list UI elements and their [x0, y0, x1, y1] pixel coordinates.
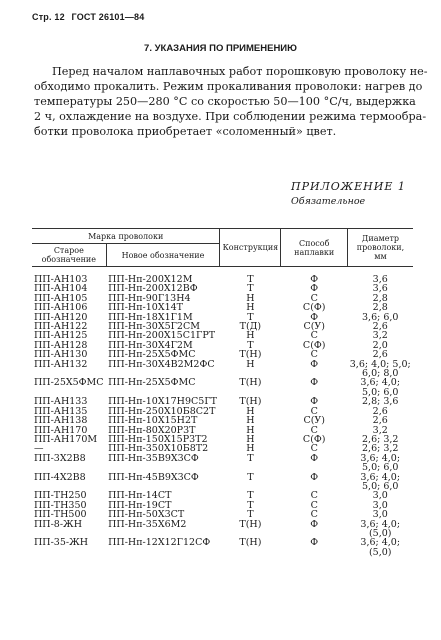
diameter-value: 3,0 — [372, 490, 388, 502]
method-cell: Ф — [310, 358, 319, 370]
old-designation-cell: — — [34, 443, 44, 455]
new-designation-cell: ПП-Нп-10Х17Н9С5ГТ — [108, 396, 217, 408]
old-designation-cell: ПП-ТН350 — [34, 499, 87, 511]
construction-cell: Т(Н) — [239, 518, 262, 530]
diameter-value: 2,6; 3,2 — [362, 433, 399, 445]
header-method: Способ наплавки — [281, 229, 348, 267]
instruction-paragraph — [34, 64, 428, 139]
diameter-value: 3,0 — [372, 509, 388, 521]
method-cell: Ф — [310, 452, 319, 464]
old-designation-cell: ПП-25Х5ФМС — [34, 377, 104, 389]
diameter-value: 3,0 — [372, 499, 388, 511]
old-designation-cell: ПП-АН170 — [34, 424, 88, 436]
old-designation-cell: ПП-АН130 — [34, 349, 88, 361]
method-cell: С(Ф) — [302, 339, 326, 351]
header-new-designation: Новое обозначение — [106, 244, 220, 267]
new-designation-cell: ПП-Нп-10Х14Т — [108, 302, 184, 314]
old-designation-cell: ПП-АН170М — [34, 433, 98, 445]
new-designation-cell: ПП-Нп-200Х12М — [108, 274, 193, 285]
new-designation-cell: ПП-Нп-80Х20Р3Т — [108, 424, 196, 436]
method-cell: С(У) — [303, 415, 325, 427]
old-designation-cell: ПП-8-ЖН — [34, 518, 82, 530]
page-header — [32, 12, 148, 22]
table-row — [32, 454, 413, 473]
method-cell: Ф — [310, 396, 319, 408]
diameter-value: 5,0; 6,0 — [362, 480, 399, 492]
new-designation-cell: ПП-Нп-200Х15С1ГРТ — [108, 330, 216, 342]
diameter-cell — [347, 538, 413, 557]
construction-cell: Т — [247, 490, 254, 502]
method-cell: С — [310, 509, 318, 521]
table-row — [32, 520, 413, 539]
paragraph-line: 2 ч, охлаждение на воздухе. При соблюдении режима термообра- — [34, 110, 427, 123]
construction-cell: Т — [247, 509, 254, 521]
diameter-value: 2,8 — [372, 302, 388, 314]
construction-cell: Т(Н) — [239, 396, 262, 408]
method-cell: Ф — [310, 283, 319, 295]
table-row — [32, 303, 413, 312]
old-designation-cell: ПП-АН104 — [34, 283, 88, 295]
new-designation-cell: ПП-Нп-10Х15Н2Т — [108, 415, 198, 427]
construction-cell: Т — [247, 452, 254, 464]
method-cell: Ф — [310, 377, 319, 389]
construction-cell: Т(Н) — [239, 377, 262, 389]
construction-cell: Н — [246, 330, 255, 342]
method-cell: С — [310, 424, 318, 436]
construction-cell: Т — [247, 499, 254, 511]
diameter-value: 3,6; 4,0; — [360, 471, 401, 483]
paragraph-line: температуры 250—280 °С со скоростью 50—100 °С/ч, выдержка — [34, 95, 416, 108]
new-designation-cell: ПП-Нп-30Х4Г2М — [108, 339, 193, 351]
old-designation-cell: ПП-35-ЖН — [34, 537, 89, 549]
table-row — [32, 360, 413, 379]
page-number: Стр. 12 — [32, 12, 65, 22]
new-designation-cell: ПП-Нп-12Х12Г12СФ — [108, 537, 211, 549]
new-designation-cell: ПП-Нп-19СТ — [108, 499, 172, 511]
diameter-cell — [347, 360, 413, 379]
table-row — [32, 407, 413, 416]
diameter-cell — [347, 520, 413, 539]
new-designation-cell: ПП-Нп-90Г13Н4 — [108, 292, 191, 304]
table-row — [32, 322, 413, 331]
diameter-value: 2,8 — [372, 292, 388, 304]
table-row — [32, 313, 413, 322]
new-designation-cell: ПП-Нп-50Х3СТ — [108, 509, 185, 521]
new-designation-cell: ПП-Нп-350Х10Б8Т2 — [108, 443, 209, 455]
diameter-value: 3,2 — [372, 424, 388, 436]
old-designation-cell: ПП-АН122 — [34, 321, 88, 333]
table-row — [32, 491, 413, 500]
diameter-value: (5,0) — [368, 546, 392, 558]
method-cell: Ф — [310, 471, 319, 483]
paragraph-line: Перед началом наплавочных работ порошковую проволоку не- — [52, 65, 428, 78]
table-row — [32, 294, 413, 303]
diameter-value: 2,6 — [372, 321, 388, 333]
new-designation-cell: ПП-Нп-25Х5ФМС — [108, 377, 196, 389]
method-cell: С — [310, 443, 318, 455]
method-cell: С — [310, 349, 318, 361]
diameter-value: 3,6 — [372, 283, 388, 295]
new-designation-cell: ПП-Нп-150Х15Р3Т2 — [108, 433, 208, 445]
standard-code: ГОСТ 26101—84 — [71, 12, 145, 22]
method-cell: Ф — [310, 311, 319, 323]
diameter-value: 2,6 — [372, 415, 388, 427]
diameter-value: 3,6; 4,0; — [360, 452, 401, 464]
table-row — [32, 435, 413, 444]
table-row — [32, 284, 413, 293]
wire-grades-table — [32, 228, 413, 557]
diameter-value: 2,6; 3,2 — [362, 443, 399, 455]
method-cell: С(У) — [303, 321, 325, 333]
table-row — [32, 378, 413, 397]
construction-cell: Н — [246, 415, 255, 427]
old-designation-cell: ПП-4Х2В8 — [34, 471, 86, 483]
table-row — [32, 444, 413, 453]
method-cell: С — [310, 405, 318, 417]
new-designation-cell: ПП-Нп-250Х10Б8С2Т — [108, 405, 216, 417]
new-designation-cell: ПП-Нп-30Х4В2М2ФС — [108, 358, 215, 370]
old-designation-cell: ПП-АН120 — [34, 311, 88, 323]
construction-cell: Н — [246, 443, 255, 455]
table-row — [32, 331, 413, 340]
table-row — [32, 473, 413, 492]
construction-cell: Т(Н) — [239, 537, 262, 549]
diameter-cell — [347, 473, 413, 492]
diameter-value: 3,6; 4,0; — [360, 537, 401, 549]
method-cell: С — [310, 490, 318, 502]
header-wire-grade: Марка проволоки — [32, 229, 220, 244]
appendix-title: ПРИЛОЖЕНИЕ 1 — [291, 180, 406, 193]
old-designation-cell: ПП-АН135 — [34, 405, 88, 417]
header-diameter: Диаметр проволоки, мм — [347, 229, 413, 267]
table-row — [32, 397, 413, 406]
diameter-value: 6,0; 8,0 — [362, 368, 399, 380]
header-construction: Конструкция — [220, 229, 281, 267]
diameter-value: 3,6; 4,0; 5,0; — [349, 358, 411, 370]
diameter-cell — [347, 454, 413, 473]
old-designation-cell: ПП-3Х2В8 — [34, 452, 86, 464]
construction-cell: Т — [247, 311, 254, 323]
new-designation-cell: ПП-Нп-35Х6М2 — [108, 518, 187, 530]
appendix-label — [291, 180, 406, 207]
new-designation-cell: ПП-Нп-14СТ — [108, 490, 172, 502]
old-designation-cell: ПП-АН138 — [34, 415, 88, 427]
appendix-subtitle: Обязательное — [291, 196, 366, 207]
construction-cell: Н — [246, 302, 255, 314]
method-cell: Ф — [310, 274, 319, 285]
method-cell: С — [310, 292, 318, 304]
diameter-value: 5,0; 6,0 — [362, 462, 399, 474]
diameter-value: 3,6; 6,0 — [362, 311, 399, 323]
diameter-value: 3,6 — [372, 274, 388, 285]
method-cell: Ф — [310, 518, 319, 530]
construction-cell: Т — [247, 339, 254, 351]
method-cell: Ф — [310, 537, 319, 549]
construction-cell: Т(Д) — [239, 321, 262, 333]
construction-cell: Н — [246, 433, 255, 445]
paragraph-line: обходимо прокалить. Режим прокаливания проволоки: нагрев до — [34, 80, 423, 93]
new-designation-cell: ПП-Нп-45В9Х3СФ — [108, 471, 199, 483]
method-cell: С — [310, 499, 318, 511]
construction-cell: Н — [246, 292, 255, 304]
new-designation-cell: ПП-Нп-200Х12ВФ — [108, 283, 198, 295]
construction-cell: Т — [247, 283, 254, 295]
table-row — [32, 510, 413, 519]
table-row — [32, 341, 413, 350]
old-designation-cell: ПП-ТН250 — [34, 490, 87, 502]
construction-cell: Т — [247, 274, 254, 285]
table-row — [32, 416, 413, 425]
old-designation-cell: ПП-АН105 — [34, 292, 88, 304]
new-designation-cell: ПП-Нп-25Х5ФМС — [108, 349, 196, 361]
diameter-value: 5,0; 6,0 — [362, 386, 399, 398]
diameter-value: (5,0) — [368, 527, 392, 539]
old-designation-cell: ПП-ТН500 — [34, 509, 87, 521]
old-designation-cell: ПП-АН125 — [34, 330, 88, 342]
construction-cell: Н — [246, 405, 255, 417]
table-row — [32, 538, 413, 557]
header-old-designation: Старое обозначение — [32, 244, 106, 267]
paragraph-line: ботки проволока приобретает «соломенный» цвет. — [34, 125, 337, 138]
old-designation-cell: ПП-АН133 — [34, 396, 88, 408]
construction-cell: Н — [246, 424, 255, 436]
construction-cell: Н — [246, 358, 255, 370]
diameter-value: 3,2 — [372, 330, 388, 342]
method-cell: С — [310, 330, 318, 342]
diameter-value: 3,6; 4,0; — [360, 377, 401, 389]
diameter-value: 2,6 — [372, 405, 388, 417]
method-cell: С(Ф) — [302, 433, 326, 445]
diameter-cell — [347, 378, 413, 397]
old-designation-cell: ПП-АН132 — [34, 358, 88, 370]
section-title: 7. УКАЗАНИЯ ПО ПРИМЕНЕНИЮ — [144, 43, 297, 54]
diameter-value: 2,0 — [372, 339, 388, 351]
diameter-value: 2,8; 3,6 — [362, 396, 399, 408]
new-designation-cell: ПП-Нп-18Х1Г1М — [108, 311, 193, 323]
new-designation-cell: ПП-Нп-30Х5Г2СМ — [108, 321, 200, 333]
table-row — [32, 275, 413, 284]
diameter-value: 2,6 — [372, 349, 388, 361]
construction-cell: Т(Н) — [239, 349, 262, 361]
old-designation-cell: ПП-АН106 — [34, 302, 88, 314]
construction-cell: Т — [247, 471, 254, 483]
old-designation-cell: ПП-АН128 — [34, 339, 88, 351]
new-designation-cell: ПП-Нп-35В9Х3СФ — [108, 452, 199, 464]
diameter-value: 3,6; 4,0; — [360, 518, 401, 530]
old-designation-cell: ПП-АН103 — [34, 274, 88, 285]
table-row — [32, 501, 413, 510]
method-cell: С(Ф) — [302, 302, 326, 314]
